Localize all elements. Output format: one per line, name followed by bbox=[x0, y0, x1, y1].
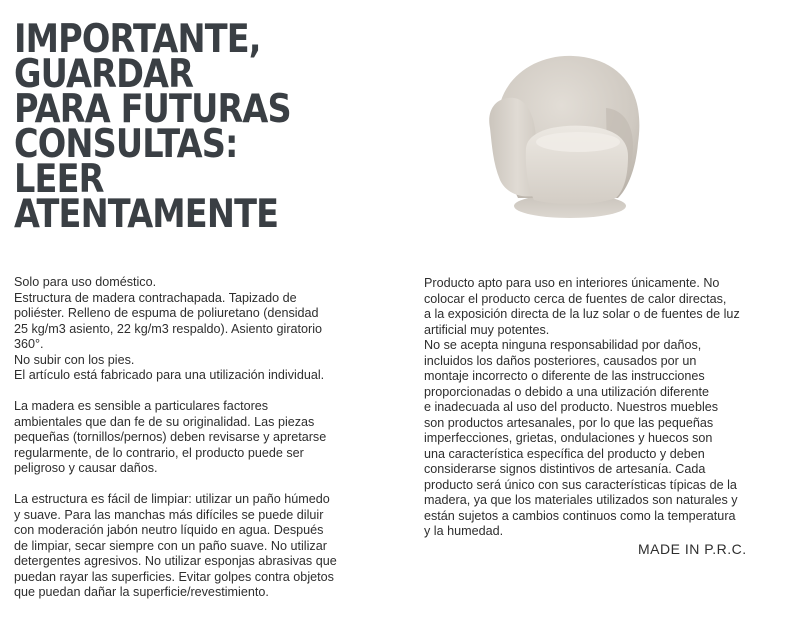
wood-care-paragraph: La madera es sensible a particulares factores ambientales que dan fe de su originalidad. Las piezas pequeñas (tornillos/pernos) deben revisarse y apretarse regularmente, de lo contrario, el producto puede ser peligroso y causar daños. bbox=[14, 399, 327, 475]
headline-line: GUARDAR bbox=[14, 52, 194, 97]
armchair-product-image bbox=[478, 48, 648, 228]
headline-line: IMPORTANTE, bbox=[14, 17, 261, 62]
headline-line: PARA FUTURAS bbox=[14, 87, 291, 132]
headline-line: LEER bbox=[14, 157, 104, 202]
left-text-column bbox=[14, 275, 366, 616]
chair-seat-highlight bbox=[536, 132, 620, 152]
indoor-liability-paragraph: Producto apto para uso en interiores únicamente. No colocar el producto cerca de fuentes de calor directas, a la exposición directa de la luz solar o de fuentes de luz artificial muy potentes. No se acepta ninguna responsabilidad por daños, incluidos los daños posteriores, causados por un montaje incorrecto o diferente de las instrucciones proporcionadas o debido a una utilización diferente e inadecuada al uso del producto. Nuestros muebles son productos artesanales, por lo que las pequeñas imperfecciones, grietas, ondulaciones y huecos son una característica específica del producto y deben considerarse signos distintivos de artesanía. Cada producto será único con sus características típicas de la madera, ya que los materiales utilizados son naturales y están sujetos a cambios continuos como la temperatura y la humedad. bbox=[424, 276, 740, 538]
origin-label: MADE IN P.R.C. bbox=[638, 541, 747, 557]
cleaning-paragraph: La estructura es fácil de limpiar: utilizar un paño húmedo y suave. Para las manchas más difíciles se puede diluir con moderación jabón neutro líquido en agua. Después de limpiar, secar siempre con un paño suave. No utilizar detergentes agresivos. No utilizar esponjas abrasivas que puedan rayar las superficies. Evitar golpes contra objetos que puedan dañar la superficie/revestimiento. bbox=[14, 492, 337, 599]
warning-headline bbox=[14, 17, 394, 237]
headline-line: ATENTAMENTE bbox=[14, 192, 279, 237]
right-text-column bbox=[424, 276, 786, 555]
armchair-illustration bbox=[478, 48, 648, 228]
headline-line: CONSULTAS: bbox=[14, 122, 238, 167]
usage-structure-paragraph: Solo para uso doméstico. Estructura de madera contrachapada. Tapizado de poliéster. Relleno de espuma de poliuretano (densidad 25 kg/m3 asiento, 22 kg/m3 respaldo). Asiento giratorio 360°. No subir con los pies. El artículo está fabricado para una utilización individual. bbox=[14, 275, 325, 382]
